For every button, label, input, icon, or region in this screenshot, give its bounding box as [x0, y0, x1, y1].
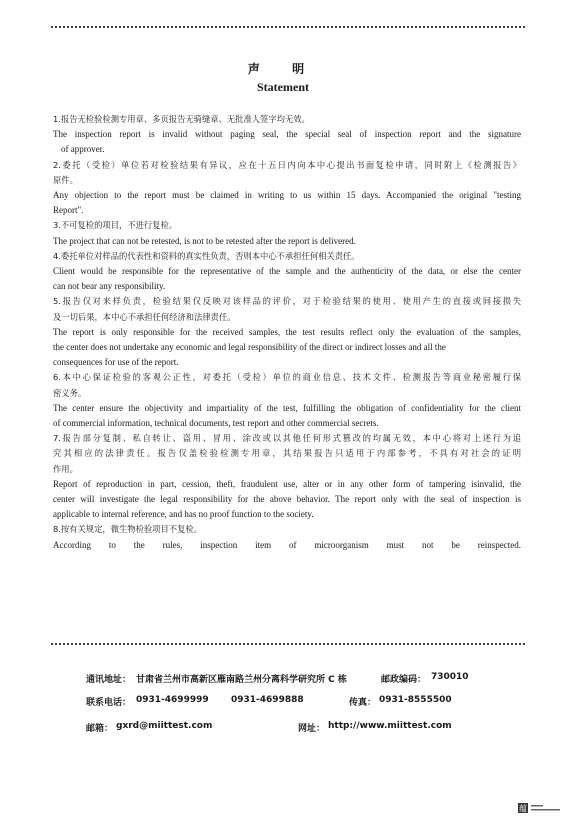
statement-line: 2.委托（受检）单位若对检验结果有异议，应在十五日内向本中心提出书面复检申请，同时附上《检测报告》 — [53, 159, 521, 170]
statement-line: 3.不可复检的项目，不进行复检。 — [53, 220, 178, 231]
postcode-value: 730010 — [431, 672, 469, 682]
statement-line: Report of reproduction in part, cession, theft, fraudulent use, alter or in any other form of tampering isinvalid, the — [53, 478, 521, 489]
address-label: 通讯地址： — [86, 675, 132, 685]
address-value: 甘肃省兰州市高新区雁南路兰州分离科学研究所 C 栋 — [136, 675, 347, 685]
fax-value: 0931-8555500 — [379, 695, 452, 705]
statement-line: consequences for use of the report. — [53, 357, 179, 368]
statement-line: of approver. — [61, 144, 105, 155]
org-logo-icon — [518, 803, 562, 813]
statement-line: can not bear any responsibility. — [53, 281, 166, 292]
postcode-label: 邮政编码： — [381, 675, 427, 685]
logo-glyph: 蕴 — [519, 804, 527, 813]
statement-line: applicable to internal reference, and has no proof function to the society. — [53, 509, 314, 520]
statement-line: 6.本中心保证检验的客观公正性，对委托（受检）单位的商业信息、技术文件、检测报告等商业秘密履行保 — [53, 372, 521, 383]
statement-line: According to the rules, inspection item of microorganism must not be reinspected. — [53, 539, 521, 550]
star-border-bottom — [50, 641, 526, 647]
statement-line: 原件。 — [53, 174, 78, 185]
statement-line: 8.按有关规定，微生物检验项目不复检。 — [53, 524, 202, 535]
phone-label: 联系电话： — [86, 698, 132, 708]
statement-line: 4.委托单位对样品的代表性和资料的真实性负责，否则本中心不承担任何相关责任。 — [53, 250, 360, 261]
statement-line: 究其相应的法律责任。报告仅盖检验检测专用章，其结果报告只适用于内部参考，不具有对社会的证明 — [53, 448, 521, 459]
phone-value-2: 0931-4699888 — [231, 695, 304, 705]
web-label: 网址： — [298, 724, 326, 734]
email-label: 邮箱： — [86, 724, 114, 734]
heading-zh: 声 明 — [247, 62, 319, 76]
statement-line: center will investigate the legal responsibility for the above behavior. The report only with the seal of inspection is — [53, 494, 521, 505]
statement-line: 密义务。 — [53, 387, 87, 398]
statement-line: Any objection to the report must be claimed in writing to us within 15 days. Accompanied the original "testing — [53, 190, 521, 201]
statement-body — [53, 112, 521, 553]
statement-line: 5.报告仅对来样负责，检验结果仅反映对该样品的评价，对于检验结果的使用、使用产生的直接或间接损失 — [53, 296, 521, 307]
star-border-top — [50, 24, 526, 30]
statement-line: The center ensure the objectivity and impartiality of the test, fulfilling the obligation of confidentiality for the client — [53, 402, 521, 413]
statement-line: 及一切后果，本中心不承担任何经济和法律责任。 — [53, 311, 236, 322]
email-value: gxrd@miittest.com — [116, 721, 213, 731]
statement-line: the center does not undertake any economic and legal responsibility of the direct or indirect losses and all the — [53, 342, 446, 353]
statement-line: 7.报告部分复制、私自转让、盗用、冒用、涂改或以其他任何形式篡改的均属无效，本中心将对上述行为追 — [53, 433, 521, 444]
heading-en: Statement — [257, 80, 309, 94]
statement-line: The inspection report is invalid without paging seal, the special seal of inspection report and the signature — [53, 129, 521, 140]
fax-label: 传真： — [349, 698, 377, 708]
statement-line: The project that can not be retested, is not to be retested after the report is delivered. — [53, 235, 356, 246]
statement-line: 作用。 — [53, 463, 78, 474]
statement-line: 1.报告无检验检测专用章、多页报告无骑缝章、无批准人签字均无效。 — [53, 114, 310, 124]
statement-line: of commercial information, technical documents, test report and other commercial secrets. — [53, 418, 379, 429]
web-value: http://www.miittest.com — [328, 721, 452, 731]
statement-line: The report is only responsible for the received samples, the test results reflect only the evaluation of the samples, — [53, 326, 521, 337]
phone-value-1: 0931-4699999 — [136, 695, 209, 705]
statement-line: Report". — [53, 205, 84, 216]
statement-line: Client would be responsible for the representative of the sample and the authenticity of the data, or else the center — [53, 266, 521, 277]
